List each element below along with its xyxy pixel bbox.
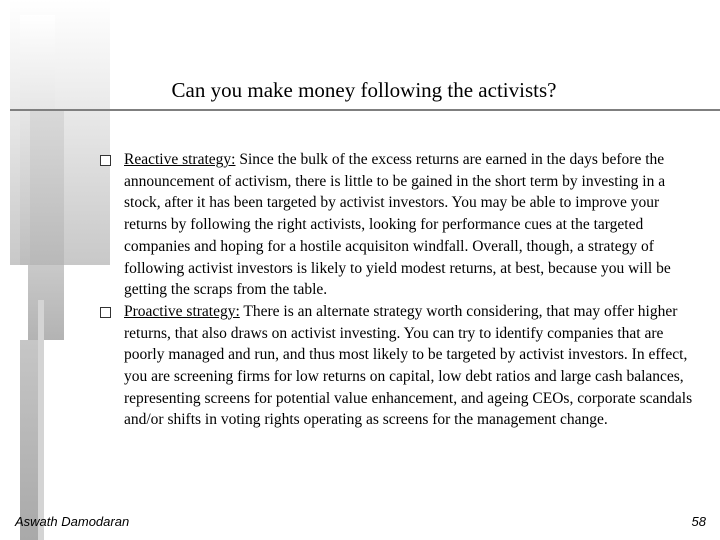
decorative-gradient-block: [20, 340, 38, 540]
title-divider: [10, 109, 720, 111]
footer-author: Aswath Damodaran: [15, 514, 130, 529]
bullet-text: Since the bulk of the excess returns are earned in the days before the announcement of activism, there is little to be gained in the short term by investing in a stock, after it has been targeted by activist investors. You may be able to improve your returns by following the right activists, looking for performance cues at the targeted companies and hoping for a hostile acquisiton windfall. Overall, though, a strategy of following activist investors is likely to yield modest returns, at best, because you will be getting the scraps from the table.: [124, 151, 671, 299]
bullet-item-proactive: [96, 301, 702, 431]
page-number: 58: [691, 514, 706, 529]
decorative-gradient-block: [28, 265, 64, 340]
bullet-list: [96, 149, 702, 431]
bullet-lead: Reactive strategy:: [124, 151, 236, 168]
slide-title: Can you make money following the activists?: [171, 78, 557, 102]
bullet-item-reactive: [96, 149, 702, 301]
bullet-square-icon: [100, 307, 111, 318]
bullet-square-icon: [100, 155, 111, 166]
bullet-lead: Proactive strategy:: [124, 302, 240, 320]
bullet-text: There is an alternate strategy worth considering, that may offer higher returns, that also draws on activist investing. You can try to identify companies that are poorly managed and run, and thus most likely to be targeted by activist investors. In effect, you are screening firms for low returns on capital, low debt ratios and large cash balances, representing screens for potential value enhancement, and ageing CEOs, corporate scandals and/or shifts in voting rights operating as screens for the management change.: [124, 302, 693, 429]
decorative-gradient-block: [38, 300, 44, 540]
